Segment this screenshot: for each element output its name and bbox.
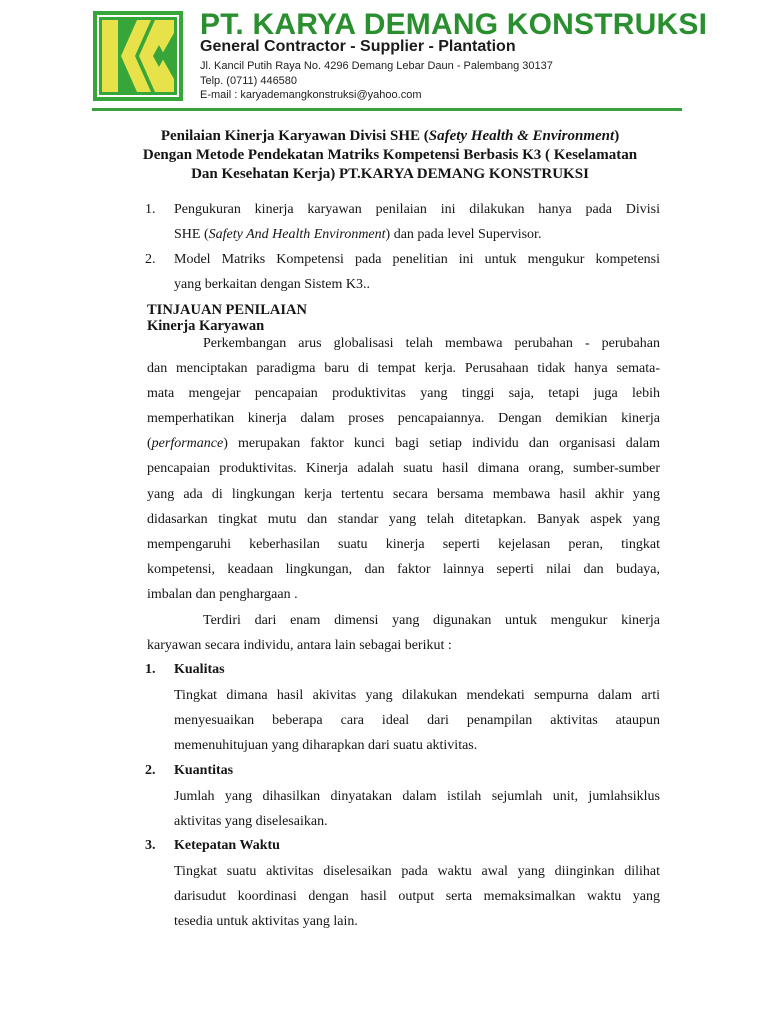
title-line-3: Dan Kesehatan Kerja) PT.KARYA DEMANG KONSTRUKSI <box>191 166 589 182</box>
dimension-number: 3. <box>145 838 156 853</box>
title-line-1: Penilaian Kinerja Karyawan Divisi SHE (Safety Health & Environment) <box>160 128 620 144</box>
intro-number: 1. <box>145 202 156 217</box>
company-phone: Telp. (0711) 446580 <box>200 75 298 87</box>
paragraph-line: memperhatikan kinerja dalam proses pencapaiannya. Dengan demikian kinerja <box>147 411 660 426</box>
paragraph-line: yang ada di lingkungan kerja tertentu secara bersama membawa hasil akhir yang <box>147 487 660 502</box>
dimension-title: Kualitas <box>174 662 225 677</box>
intro-text-line: SHE (Safety And Health Environment) dan pada level Supervisor. <box>174 227 542 242</box>
dimension-text-line: Tingkat suatu aktivitas diselesaikan pada waktu awal yang diinginkan dilihat <box>174 864 660 879</box>
dimension-text-line: Tingkat dimana hasil akivitas yang dilakukan mendekati sempurna dalam arti <box>174 688 660 703</box>
dimension-number: 2. <box>145 763 156 778</box>
intro-number: 2. <box>145 252 156 267</box>
paragraph-line: karyawan secara individu, antara lain sebagai berikut : <box>147 638 452 653</box>
paragraph-line: mata mengejar pencapaian produktivitas yang tinggi saja, tetapi juga lebih <box>147 386 660 401</box>
company-name: PT. KARYA DEMANG KONSTRUKSI <box>200 8 708 41</box>
section-heading: TINJAUAN PENILAIAN <box>147 302 307 318</box>
paragraph-line: mempengaruhi keberhasilan suatu kinerja seperti kejelasan peran, tingkat <box>147 537 660 552</box>
document-title <box>110 127 670 184</box>
dimension-title: Ketepatan Waktu <box>174 838 280 853</box>
company-tagline: General Contractor - Supplier - Plantation <box>200 38 516 55</box>
dimension-title: Kuantitas <box>174 763 234 778</box>
section-subheading: Kinerja Karyawan <box>147 318 265 334</box>
dimension-text-line: tesedia untuk aktivitas yang lain. <box>174 914 358 929</box>
dimension-text-line: menyesuaikan beberapa cara ideal dari penampilan aktivitas ataupun <box>174 713 660 728</box>
letterhead-divider <box>92 108 682 111</box>
dimension-text-line: Jumlah yang dihasilkan dinyatakan dalam istilah sejumlah unit, jumlahsiklus <box>174 789 660 804</box>
dimension-text-line: aktivitas yang diselesaikan. <box>174 814 328 829</box>
dimension-text-line: darisudut koordinasi dengan hasil output serta memaksimalkan waktu yang <box>174 889 660 904</box>
title-line-2: Dengan Metode Pendekatan Matriks Kompetensi Berbasis K3 ( Keselamatan <box>142 147 638 163</box>
paragraph-line: Perkembangan arus globalisasi telah membawa perubahan - perubahan <box>203 336 660 351</box>
dimension-number: 1. <box>145 662 156 677</box>
paragraph-line: Terdiri dari enam dimensi yang digunakan untuk mengukur kinerja <box>203 613 660 628</box>
company-logo <box>93 11 183 101</box>
company-address: Jl. Kancil Putih Raya No. 4296 Demang Lebar Daun - Palembang 30137 <box>200 60 553 72</box>
company-email: E-mail : karyademangkonstruksi@yahoo.com <box>200 89 422 101</box>
paragraph-line: imbalan dan penghargaan . <box>147 587 298 602</box>
intro-text-line: yang berkaitan dengan Sistem K3.. <box>174 277 370 292</box>
paragraph-line: (performance) merupakan faktor kunci bagi setiap individu dan organisasi dalam <box>147 436 660 451</box>
paragraph-line: pencapaian produktivitas. Kinerja adalah suatu hasil dimana orang, sumber-sumber <box>147 461 660 476</box>
paragraph-line: didasarkan tingkat mutu dan standar yang telah ditetapkan. Banyak aspek yang <box>147 512 660 527</box>
dimension-text-line: memenuhitujuan yang diharapkan dari suatu aktivitas. <box>174 738 478 753</box>
intro-text-line: Pengukuran kinerja karyawan penilaian ini dilakukan hanya pada Divisi <box>174 202 660 217</box>
paragraph-line: dan menciptakan paradigma baru di tempat kerja. Perusahaan tidak hanya semata- <box>147 361 660 376</box>
kdk-logo-icon <box>93 11 183 101</box>
paragraph-line: kompetensi, keadaan lingkungan, dan faktor lainnya seperti nilai dan budaya, <box>147 562 660 577</box>
intro-text-line: Model Matriks Kompetensi pada penelitian ini untuk mengukur kompetensi <box>174 252 660 267</box>
